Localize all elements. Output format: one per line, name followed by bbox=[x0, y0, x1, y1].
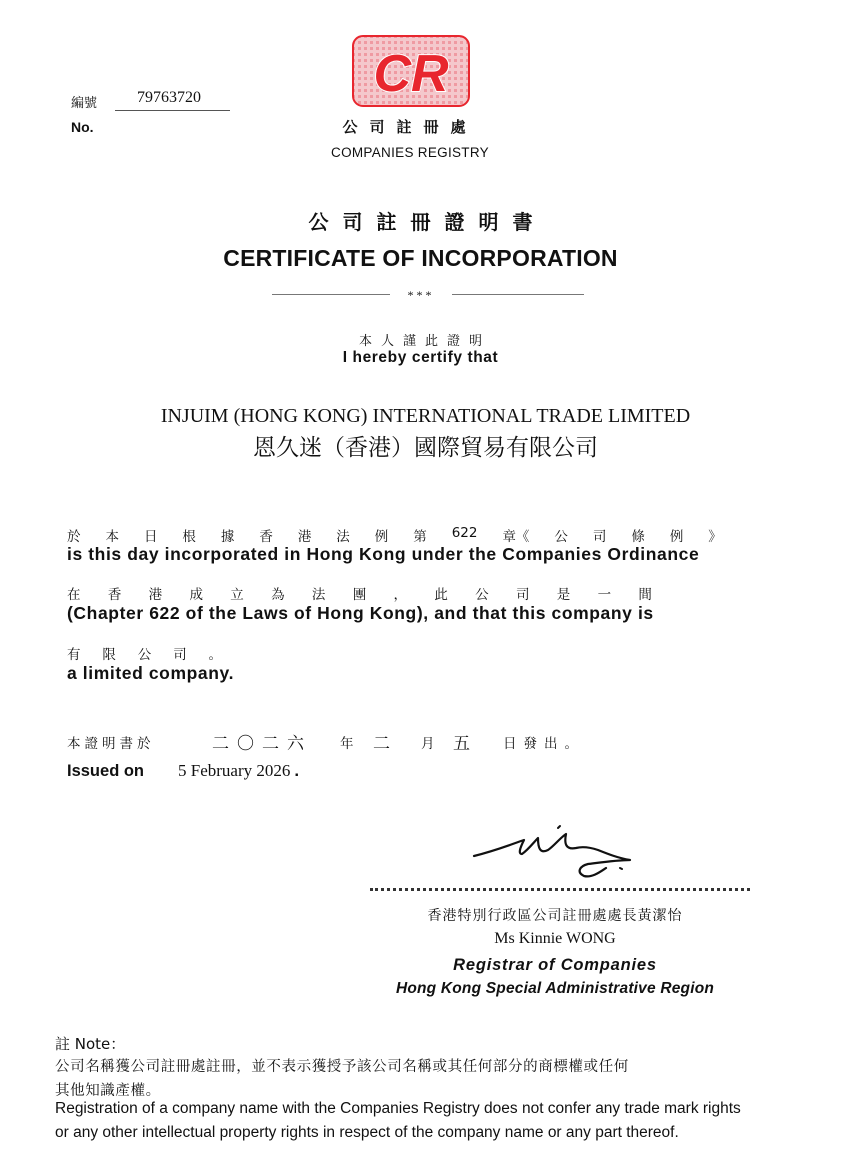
number-label-zh: 編號 bbox=[71, 96, 98, 111]
issued-date-en bbox=[178, 761, 299, 781]
note-heading: 註 Note： bbox=[55, 1035, 126, 1053]
signature-dotted-line bbox=[370, 888, 750, 891]
body-line2-en: (Chapter 622 of the Laws of Hong Kong), and that this company is bbox=[67, 603, 654, 623]
divider-stars: *** bbox=[407, 288, 435, 302]
logo-text: CR bbox=[373, 45, 449, 103]
issued-year-zh: 二〇二六 bbox=[212, 734, 312, 754]
title-zh: 公司註冊證明書 bbox=[308, 210, 547, 234]
note-zh-line1: 公司名稱獲公司註冊處註冊，並不表示獲授予該公司名稱或其任何部分的商標權或任何 bbox=[55, 1059, 629, 1075]
body-line1-zh: 於 本 日 根 據 香 港 法 例 第 622 章《 公 司 條 例 》 bbox=[67, 525, 722, 545]
company-name-en: INJUIM (HONG KONG) INTERNATIONAL TRADE LIMITED bbox=[160, 405, 691, 427]
registry-name-zh: 公司註冊處 bbox=[342, 118, 478, 136]
divider-right bbox=[452, 294, 584, 295]
company-name-zh: 恩久迷（香港）國際貿易有限公司 bbox=[253, 435, 598, 461]
issued-suffix-zh: 日發出。 bbox=[503, 736, 585, 752]
body-line2-zh: 在 香 港 成 立 為 法 團 ， 此 公 司 是 一 間 bbox=[67, 587, 652, 603]
registrar-name-zh: 香港特別行政區公司註冊處處長黃潔怡 bbox=[427, 908, 683, 924]
registrar-signature bbox=[468, 820, 648, 890]
registrar-name-en: Ms Kinnie WONG bbox=[494, 930, 616, 947]
companies-registry-logo bbox=[352, 35, 470, 107]
note-zh-line2: 其他知識產權。 bbox=[55, 1083, 161, 1099]
issued-year-unit-zh: 年 bbox=[340, 736, 354, 752]
note-en-line1: Registration of a company name with the Companies Registry does not confer any trade mark rights bbox=[55, 1100, 741, 1117]
registrar-region: Hong Kong Special Administrative Region bbox=[395, 980, 715, 997]
note-en-line2: or any other intellectual property rights in respect of the company name or any part thereof. bbox=[55, 1124, 679, 1141]
registrar-title: Registrar of Companies bbox=[453, 956, 657, 974]
issued-label-en: Issued on bbox=[67, 762, 145, 780]
certify-zh: 本人謹此證明 bbox=[358, 334, 491, 349]
certificate-number: 79763720 bbox=[115, 89, 230, 111]
issued-date-value: 5 February 2026 bbox=[178, 761, 291, 780]
issued-month-zh: 二 bbox=[373, 734, 390, 754]
issued-month-unit-zh: 月 bbox=[421, 736, 435, 752]
divider-left bbox=[272, 294, 390, 295]
issued-prefix-zh: 本證明書於 bbox=[67, 736, 155, 752]
body-line3-en: a limited company. bbox=[67, 663, 235, 683]
body-line3-zh: 有 限 公 司 。 bbox=[67, 647, 222, 663]
certify-en: I hereby certify that bbox=[342, 349, 499, 366]
registry-name-en: COMPANIES REGISTRY bbox=[331, 145, 489, 160]
issued-day-zh: 五 bbox=[453, 734, 470, 754]
issued-date-period: . bbox=[294, 761, 300, 780]
title-en: CERTIFICATE OF INCORPORATION bbox=[223, 245, 618, 271]
body-line1-en: is this day incorporated in Hong Kong under the Companies Ordinance bbox=[67, 544, 700, 564]
number-label-en: No. bbox=[71, 119, 94, 135]
